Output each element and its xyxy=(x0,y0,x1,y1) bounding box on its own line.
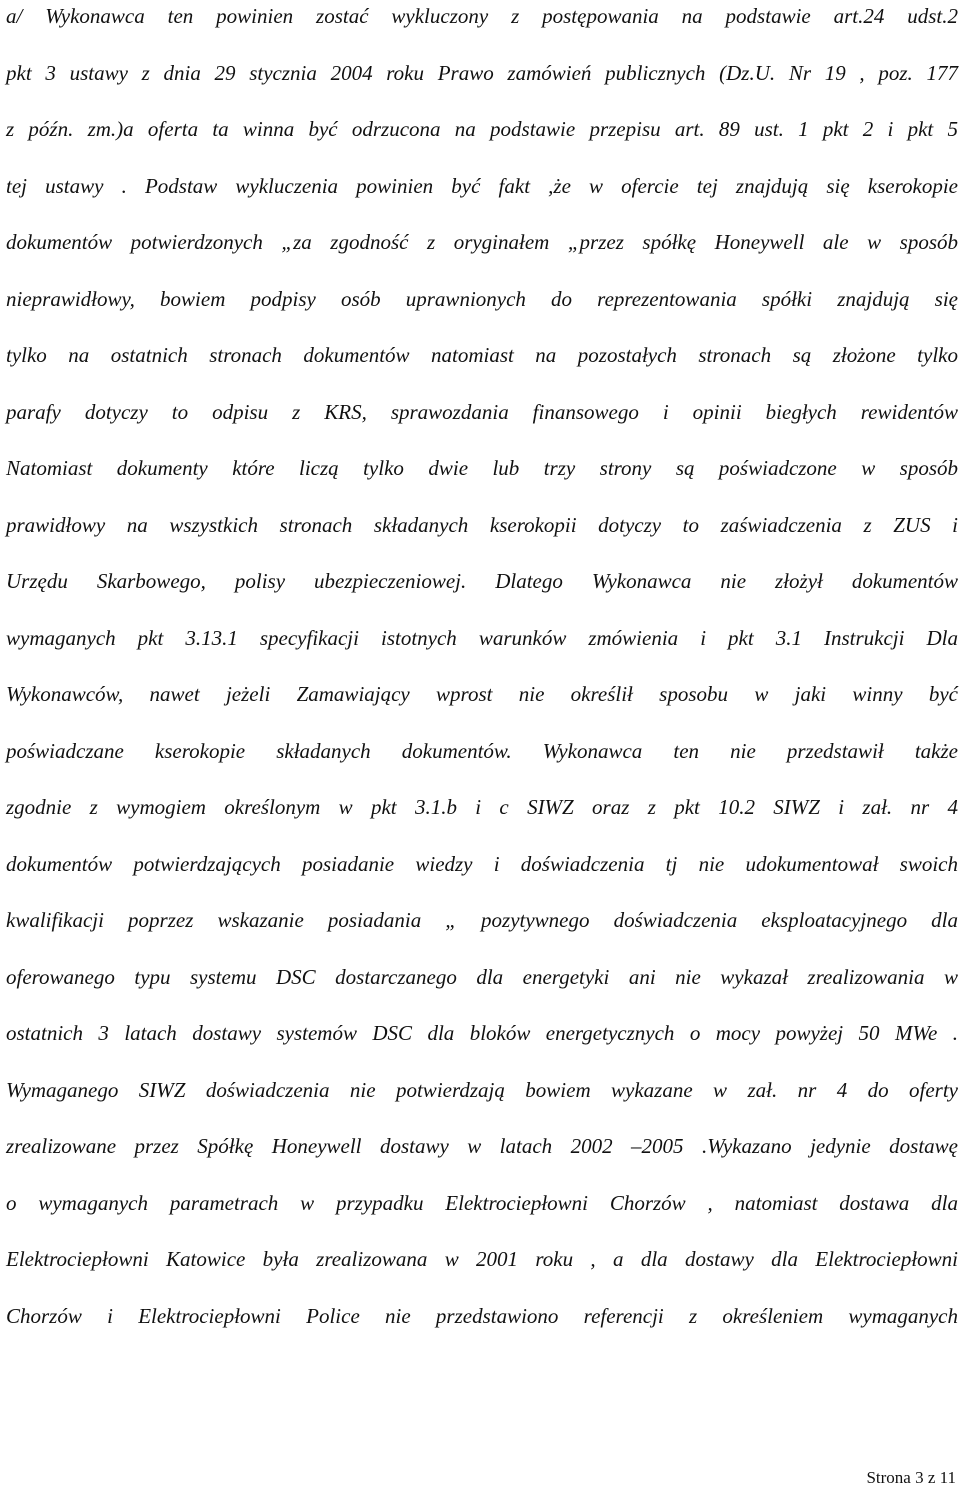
text-line: Natomiast dokumenty które liczą tylko dwie lub trzy strony są poświadczone w sposób xyxy=(6,456,958,480)
text-line: nieprawidłowy, bowiem podpisy osób uprawnionych do reprezentowania spółki znajdują się xyxy=(6,286,958,311)
text-line: dokumentów potwierdzonych „za zgodność z oryginałem „przez spółkę Honeywell ale w sposób xyxy=(6,230,958,254)
text-line: a/ Wykonawca ten powinien zostać wykluczony z postępowania na podstawie art.24 udst.2 xyxy=(6,4,958,28)
text-line: pkt 3 ustawy z dnia 29 stycznia 2004 roku Prawo zamówień publicznych (Dz.U. Nr 19 , poz. 177 xyxy=(6,60,958,85)
text-line: poświadczane kserokopie składanych dokumentów. Wykonawca ten nie przedstawił także xyxy=(6,738,958,763)
text-line: o wymaganych parametrach w przypadku Elektrociepłowni Chorzów , natomiast dostawa dla xyxy=(6,1190,958,1215)
text-line: tej ustawy . Podstaw wykluczenia powinien być fakt ,że w ofercie tej znajdują się kserokopie xyxy=(6,173,958,198)
text-line: tylko na ostatnich stronach dokumentów natomiast na pozostałych stronach są złożone tylko xyxy=(6,343,958,367)
text-line: Wykonawców, nawet jeżeli Zamawiający wprost nie określił sposobu w jaki winny być xyxy=(6,682,958,706)
text-line: Elektrociepłowni Katowice była zrealizowana w 2001 roku , a dla dostawy dla Elektrociepłowni xyxy=(6,1247,958,1271)
text-line: zgodnie z wymogiem określonym w pkt 3.1.b i c SIWZ oraz z pkt 10.2 SIWZ i zał. nr 4 xyxy=(6,795,958,819)
text-line: Urzędu Skarbowego, polisy ubezpieczeniowej. Dlatego Wykonawca nie złożył dokumentów xyxy=(6,569,958,593)
page-number-footer: Strona 3 z 11 xyxy=(866,1468,956,1487)
text-line: Chorzów i Elektrociepłowni Police nie przedstawiono referencji z określeniem wymaganych xyxy=(6,1303,958,1328)
text-line: z późn. zm.)a oferta ta winna być odrzucona na podstawie przepisu art. 89 ust. 1 pkt 2 i pkt 5 xyxy=(6,117,958,141)
text-line: parafy dotyczy to odpisu z KRS, sprawozdania finansowego i opinii biegłych rewidentów xyxy=(6,399,958,424)
text-line: kwalifikacji poprzez wskazanie posiadania „ pozytywnego doświadczenia eksploatacyjnego dla xyxy=(6,908,958,932)
text-line: wymaganych pkt 3.13.1 specyfikacji istotnych warunków zmówienia i pkt 3.1 Instrukcji Dla xyxy=(6,625,958,650)
text-line: zrealizowane przez Spółkę Honeywell dostawy w latach 2002 –2005 .Wykazano jedynie dostawę xyxy=(6,1134,958,1158)
text-line: dokumentów potwierdzających posiadanie wiedzy i doświadczenia tj nie udokumentował swoich xyxy=(6,851,958,876)
text-line: prawidłowy na wszystkich stronach składanych kserokopii dotyczy to zaświadczenia z ZUS i xyxy=(6,512,958,537)
document-body xyxy=(6,0,958,1352)
text-line: oferowanego typu systemu DSC dostarczanego dla energetyki ani nie wykazał zrealizowania w xyxy=(6,964,958,989)
text-line: Wymaganego SIWZ doświadczenia nie potwierdzają bowiem wykazane w zał. nr 4 do oferty xyxy=(6,1077,958,1102)
text-line: ostatnich 3 latach dostawy systemów DSC dla bloków energetycznych o mocy powyżej 50 MWe . xyxy=(6,1021,958,1045)
